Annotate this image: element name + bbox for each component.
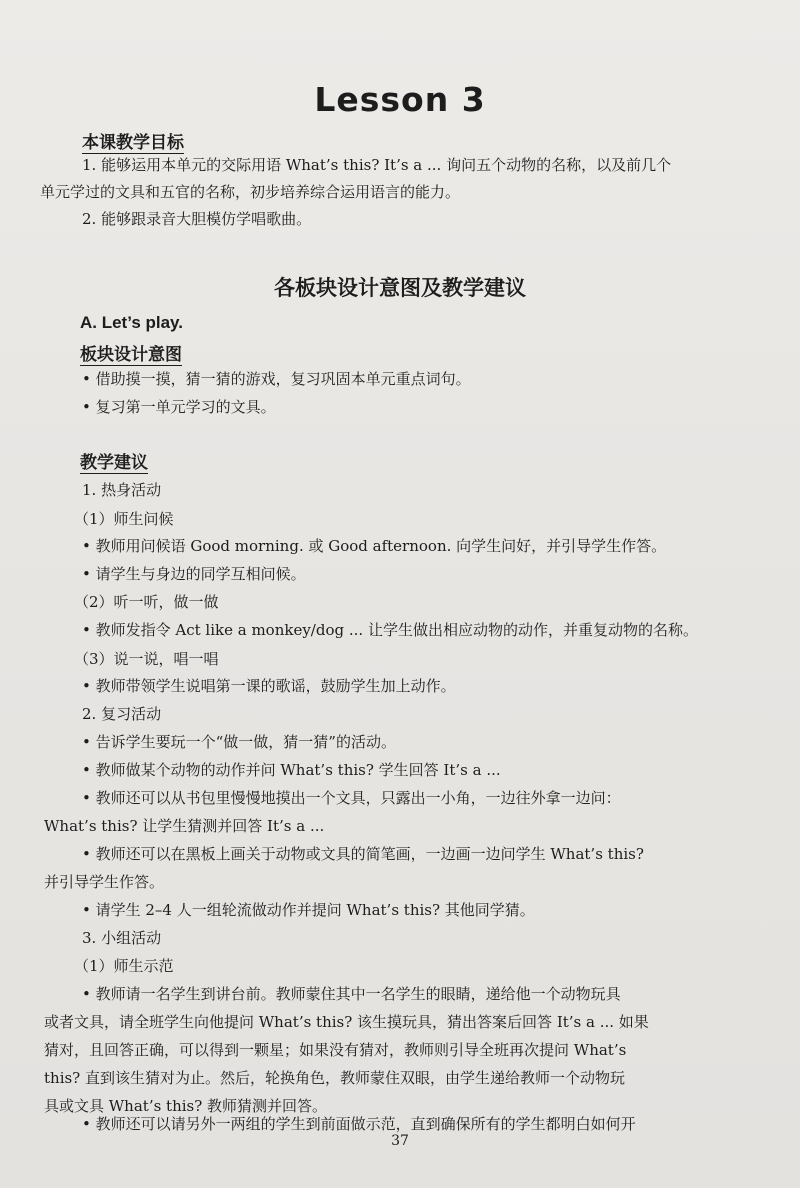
advice-line: • 教师还可以在黑板上画关于动物或文具的简笔画，一边画一边问学生 What’s this? (82, 845, 644, 863)
advice-line: • 请学生与身边的同学互相问候。 (82, 565, 306, 583)
advice-line: 1. 热身活动 (82, 481, 162, 499)
objectives-line-3: 2. 能够跟录音大胆模仿学唱歌曲。 (82, 210, 312, 228)
advice-line: 或者文具，请全班学生向他提问 What’s this? 该生摸玩具，猜出答案后回答 It’s a ... 如果 (44, 1013, 649, 1031)
objectives-heading: 本课教学目标 (82, 133, 184, 153)
advice-line: （3）说一说，唱一唱 (74, 650, 219, 668)
part-a-title: A. Let’s play. (80, 313, 183, 332)
advice-line: 猜对，且回答正确，可以得到一颗星；如果没有猜对，教师则引导全班再次提问 What’s (44, 1041, 627, 1059)
advice-line: • 教师带领学生说唱第一课的歌谣，鼓励学生加上动作。 (82, 677, 456, 695)
advice-line: 并引导学生作答。 (44, 873, 165, 891)
objectives-line-2: 单元学过的文具和五官的名称，初步培养综合运用语言的能力。 (40, 183, 461, 201)
advice-line: • 教师用问候语 Good morning. 或 Good afternoon. 向学生问好，并引导学生作答。 (82, 537, 667, 555)
advice-line: • 教师还可以从书包里慢慢地摸出一个文具，只露出一小角，一边往外拿一边问： (82, 789, 621, 807)
section-title: 各板块设计意图及教学建议 (274, 276, 526, 300)
advice-line: • 请学生 2–4 人一组轮流做动作并提问 What’s this? 其他同学猜。 (82, 901, 535, 919)
design-line-2: • 复习第一单元学习的文具。 (82, 398, 276, 416)
advice-line: 具或文具 What’s this? 教师猜测并回答。 (44, 1097, 328, 1115)
advice-line: （2）听一听，做一做 (74, 593, 219, 611)
advice-line: 3. 小组活动 (82, 929, 162, 947)
advice-line: 2. 复习活动 (82, 705, 162, 723)
objectives-line-1: 1. 能够运用本单元的交际用语 What’s this? It’s a ... 询问五个动物的名称，以及前几个 (82, 156, 672, 174)
advice-heading: 教学建议 (80, 453, 148, 473)
advice-line: （1）师生示范 (74, 957, 174, 975)
advice-line: • 教师做某个动物的动作并问 What’s this? 学生回答 It’s a ... (82, 761, 501, 779)
advice-line: • 教师还可以请另外一两组的学生到前面做示范，直到确保所有的学生都明白如何开 (82, 1115, 636, 1133)
advice-line: this? 直到该生猜对为止。然后，轮换角色，教师蒙住双眼，由学生递给教师一个动物玩 (44, 1069, 625, 1087)
design-line-1: • 借助摸一摸，猜一猜的游戏，复习巩固本单元重点词句。 (82, 370, 471, 388)
advice-line: （1）师生问候 (74, 510, 174, 528)
advice-line: • 告诉学生要玩一个“做一做，猜一猜”的活动。 (82, 733, 396, 751)
lesson-title: Lesson 3 (314, 80, 486, 119)
advice-line: • 教师发指令 Act like a monkey/dog ... 让学生做出相应动物的动作，并重复动物的名称。 (82, 621, 698, 639)
advice-line: • 教师请一名学生到讲台前。教师蒙住其中一名学生的眼睛，递给他一个动物玩具 (82, 985, 621, 1003)
advice-line: What’s this? 让学生猜测并回答 It’s a ... (44, 817, 325, 835)
design-heading: 板块设计意图 (80, 345, 182, 365)
page-number: 37 (391, 1133, 409, 1149)
